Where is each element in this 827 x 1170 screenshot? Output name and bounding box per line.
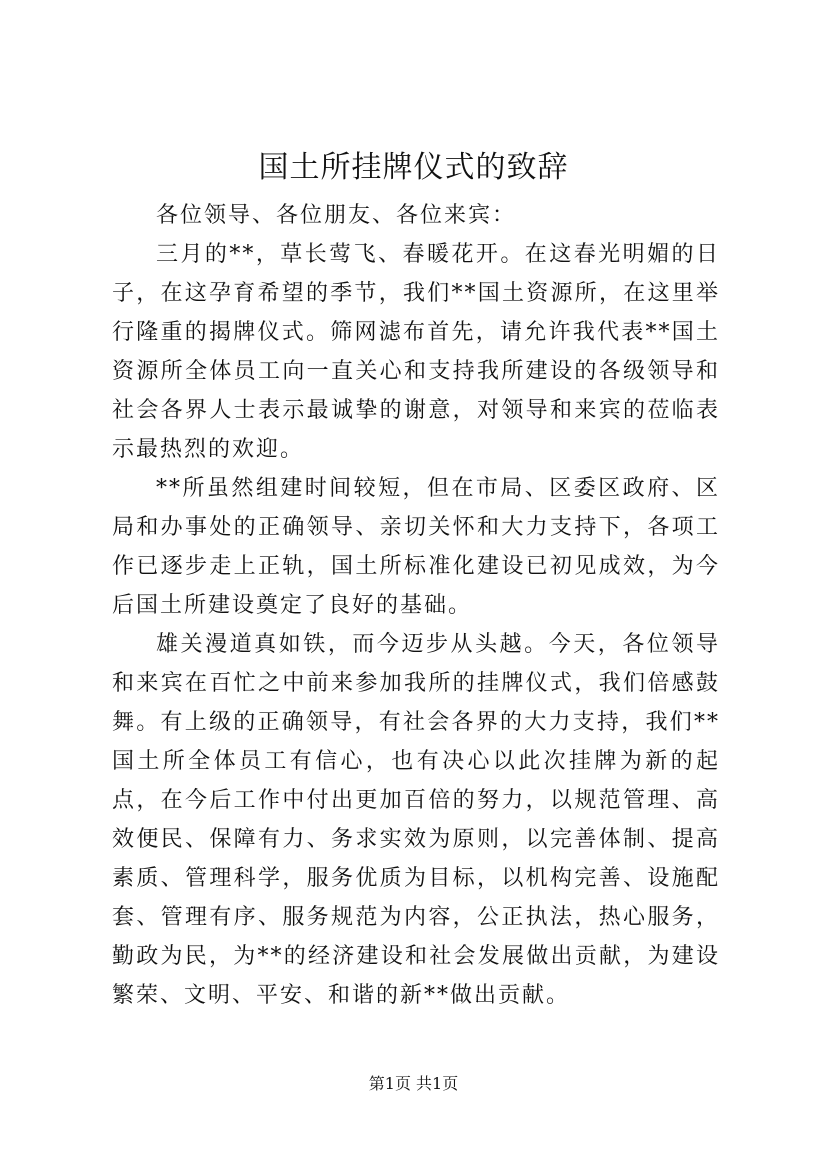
paragraph-2: **所虽然组建时间较短，但在市局、区委区政府、区局和办事处的正确领导、亲切关怀和大力支持下，各项工作已逐步走上正轨，国土所标准化建设已初见成效，为今后国土所建设奠定了良好的基础。	[112, 476, 720, 618]
page-footer: 第1页 共1页	[368, 1074, 459, 1093]
document-body	[112, 196, 720, 1015]
paragraph-1: 三月的**，草长莺飞、春暖花开。在这春光明媚的日子，在这孕育希望的季节，我们**国土资源所，在这里举行隆重的揭牌仪式。筛网滤布首先，请允许我代表**国土资源所全体员工向一直关心和支持我所建设的各级领导和社会各界人士表示最诚挚的谢意，对领导和来宾的莅临表示最热烈的欢迎。	[112, 242, 720, 462]
document-title: 国土所挂牌仪式的致辞	[258, 150, 569, 185]
salutation: 各位领导、各位朋友、各位来宾：	[156, 203, 517, 228]
paragraph-3: 雄关漫道真如铁，而今迈步从头越。今天，各位领导和来宾在百忙之中前来参加我所的挂牌仪式，我们倍感鼓舞。有上级的正确领导，有社会各界的大力支持，我们**国土所全体员工有信心，也有决心以此次挂牌为新的起点，在今后工作中付出更加百倍的努力，以规范管理、高效便民、保障有力、务求实效为原则，以完善体制、提高素质、管理科学，服务优质为目标，以机构完善、设施配套、管理有序、服务规范为内容，公正执法，热心服务，勤政为民，为**的经济建设和社会发展做出贡献，为建设繁荣、文明、平安、和谐的新**做出贡献。	[112, 632, 720, 1008]
